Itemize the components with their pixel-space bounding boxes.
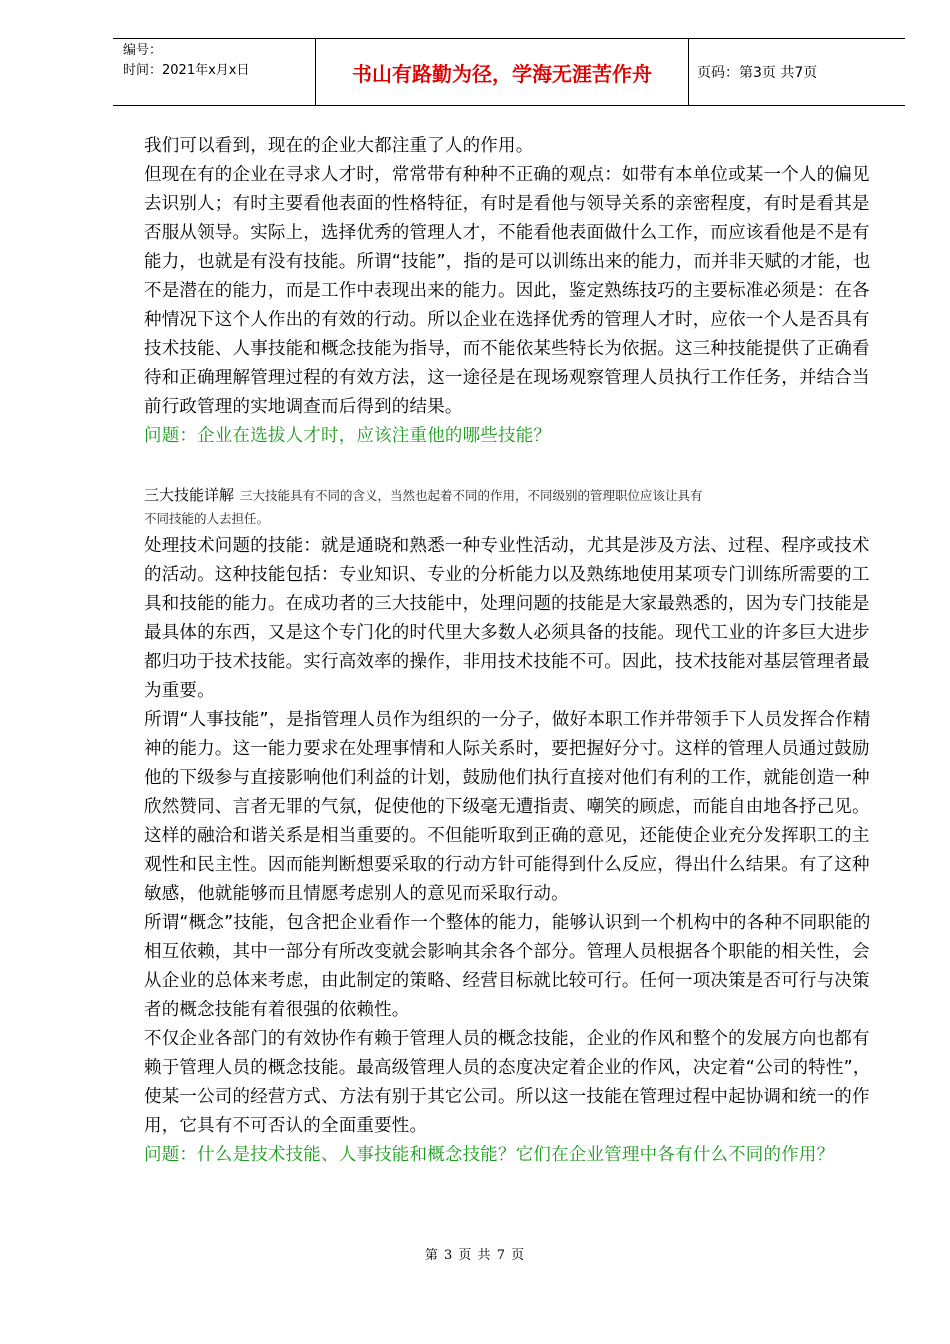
section-note-line2: 不同技能的人去担任。 xyxy=(144,511,270,526)
document-number: 编号： xyxy=(123,43,163,58)
page-footer: 第 3 页 共 7 页 xyxy=(424,1248,526,1263)
paragraph: 但现在有的企业在寻求人才时，常常带有种种不正确的观点：如带有本单位或某一个人的偏见去识别人；有时主要看他表面的性格特征，有时是看他与领导关系的亲密程度，有时是看其是否服从领导。实际上，选择优秀的管理人才，不能看他表面做什么工作，而应该看他是不是有能力，也就是有没有技能。所谓“技能”，指的是可以训练出来的能力，而并非天赋的才能，也不是潜在的能力，而是工作中表现出来的能力。因此，鉴定熟练技巧的主要标准必须是：在各种情况下这个人作出的有效的行动。所以企业在选择优秀的管理人才时，应依一个人是否具有技术技能、人事技能和概念技能为指导，而不能依某些特长为依据。这三种技能提供了正确看待和正确理解管理过程的有效方法，这一途径是在现场观察管理人员执行工作任务，并结合当前行政管理的实地调查而后得到的结果。 xyxy=(144,165,871,417)
paragraph: 处理技术问题的技能：就是通晓和熟悉一种专业性活动，尤其是涉及方法、过程、程序或技术的活动。这种技能包括：专业知识、专业的分析能力以及熟练地使用某项专门训练所需要的工具和技能的能力。在成功者的三大技能中，处理问题的技能是大家最熟悉的，因为专门技能是最具体的东西，又是这个专门化的时代里大多数人必须具备的技能。现代工业的许多巨大进步都归功于技术技能。实行高效率的操作，非用技术技能不可。因此，技术技能对基层管理者最为重要。 xyxy=(144,536,870,701)
section-heading xyxy=(144,481,876,510)
header-meta xyxy=(113,39,315,105)
question-1: 问题：企业在选拔人才时，应该注重他的哪些技能？ xyxy=(144,426,552,446)
question-2: 问题：什么是技术技能、人事技能和概念技能？它们在企业管理中各有什么不同的作用？ xyxy=(144,1145,835,1165)
header-motto: 书山有路勤为径，学海无涯苦作舟 xyxy=(315,39,689,105)
spacer xyxy=(144,451,876,481)
paragraph: 不仅企业各部门的有效协作有赖于管理人员的概念技能，企业的作风和整个的发展方向也都有赖于管理人员的概念技能。最高级管理人员的态度决定着企业的作风，决定着“公司的特性”，使某一公司的经营方式、方法有别于其它公司。所以这一技能在管理过程中起协调和统一的作用，它具有不可否认的全面重要性。 xyxy=(144,1029,871,1136)
paragraph: 我们可以看到，现在的企业大都注重了人的作用。 xyxy=(144,136,534,156)
page-header xyxy=(113,38,905,106)
paragraph: 所谓“人事技能”，是指管理人员作为组织的一分子，做好本职工作并带领手下人员发挥合作精神的能力。这一能力要求在处理事情和人际关系时，要把握好分寸。这样的管理人员通过鼓励他的下级参与直接影响他们利益的计划，鼓励他们执行直接对他们有利的工作，就能创造一种欣然赞同、言者无罪的气氛，促使他的下级毫无遭指责、嘲笑的顾虑，而能自由地各抒己见。这样的融洽和谐关系是相当重要的。不但能听取到正确的意见，还能使企业充分发挥职工的主观性和民主性。因而能判断想要采取的行动方针可能得到什么反应，得出什么结果。有了这种敏感，他就能够而且情愿考虑别人的意见而采取行动。 xyxy=(144,710,871,904)
document-body xyxy=(144,132,876,1170)
header-page-info: 页码：第3页 共7页 xyxy=(697,65,818,81)
section-note-line1: 三大技能具有不同的含义，当然也起着不同的作用，不同级别的管理职位应该让具有 xyxy=(240,488,703,503)
section-title: 三大技能详解 xyxy=(144,486,235,504)
paragraph: 所谓“概念”技能，包含把企业看作一个整体的能力，能够认识到一个机构中的各种不同职能的相互依赖，其中一部分有所改变就会影响其余各个部分。管理人员根据各个职能的相关性，会从企业的总体来考虑，由此制定的策略、经营目标就比较可行。任何一项决策是否可行与决策者的概念技能有着很强的依赖性。 xyxy=(144,913,871,1020)
document-time: 时间：2021年x月x日 xyxy=(123,63,250,78)
